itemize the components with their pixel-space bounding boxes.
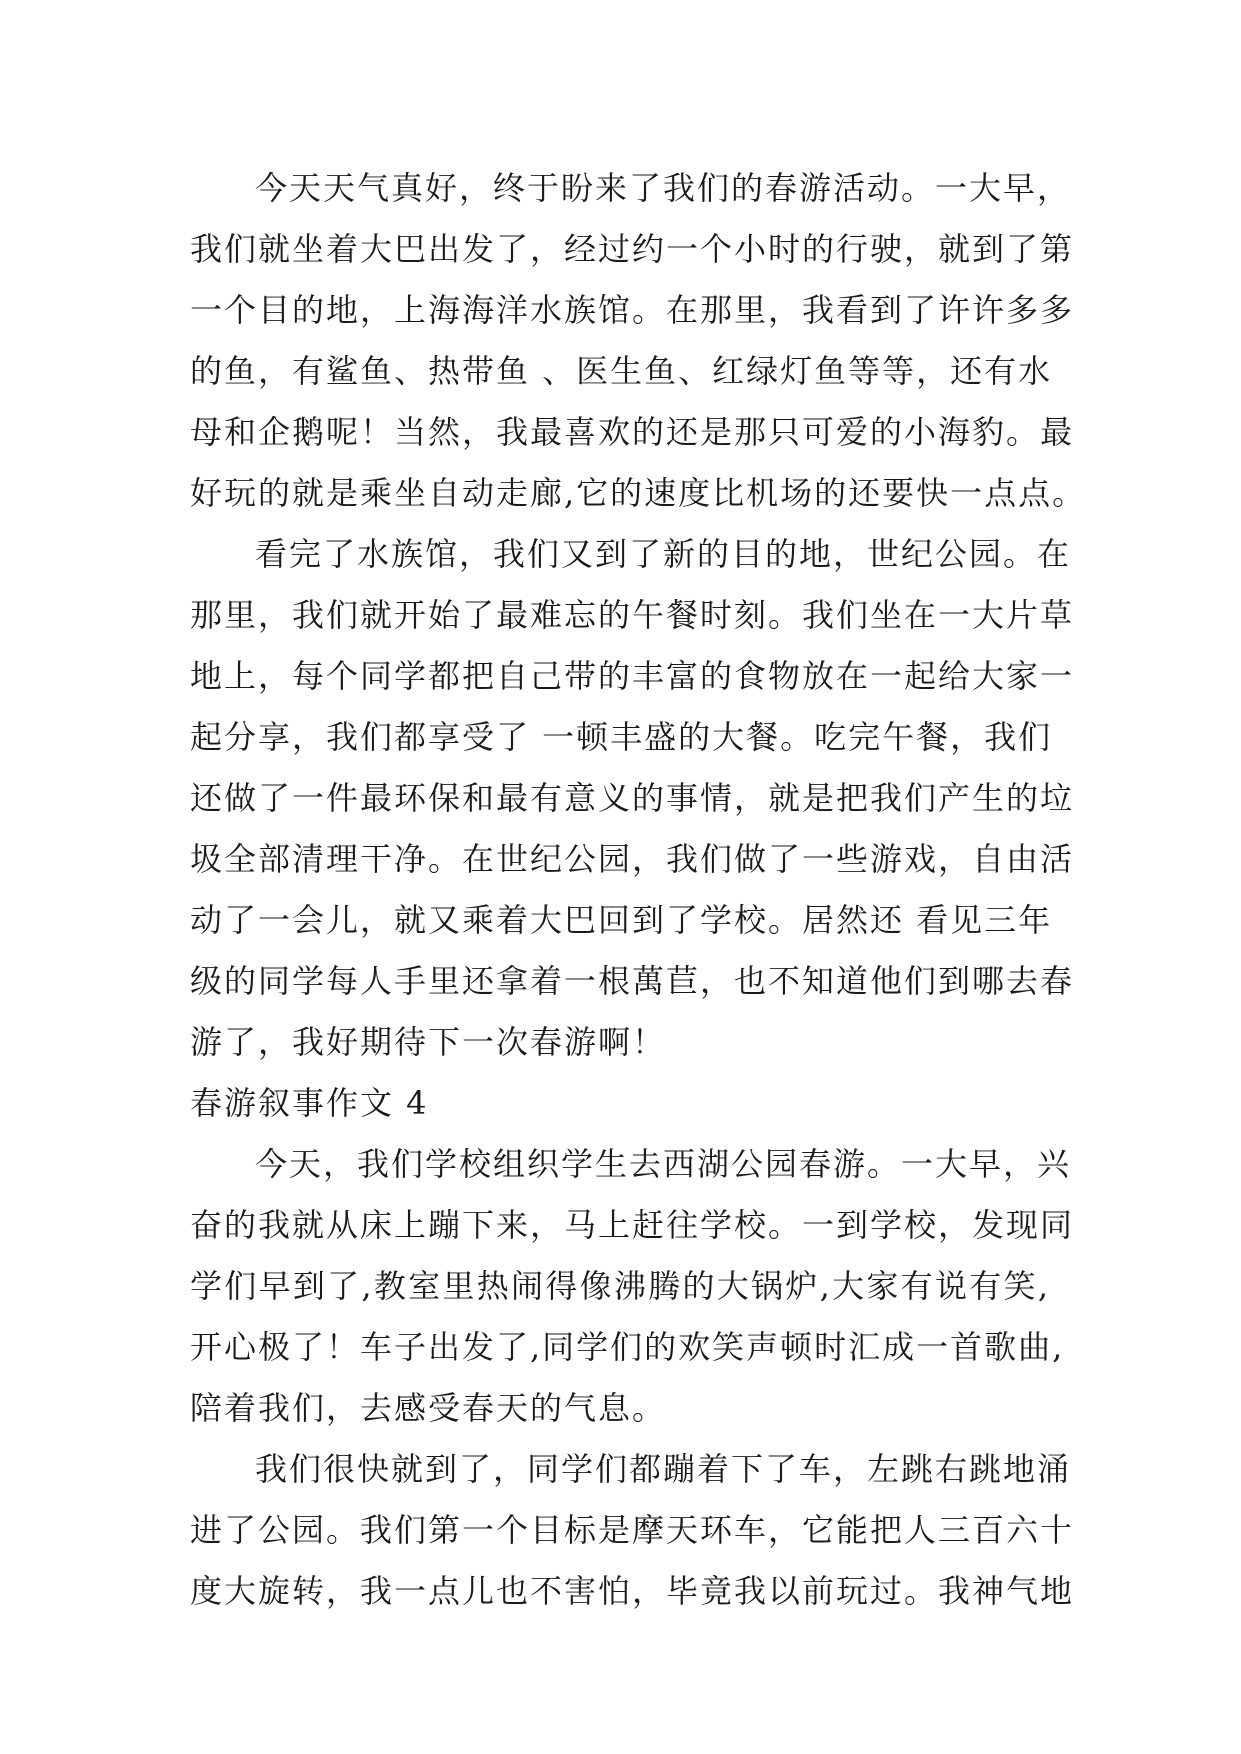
paragraph-3 — [190, 1134, 1075, 1439]
paragraph-line: 圾全部清理干净。在世纪公园，我们做了一些游戏，自由活 — [190, 840, 1075, 878]
paragraph-1 — [190, 158, 1087, 524]
paragraph-line: 学们早到了,教室里热闹得像沸腾的大锅炉,大家有说有笑, — [190, 1267, 1050, 1305]
paragraph-line: 起分享，我们都享受了 一顿丰盛的大餐。吃完午餐，我们 — [190, 718, 1053, 756]
paragraph-line: 看完了水族馆，我们又到了新的目的地，世纪公园。在 — [255, 535, 1072, 573]
paragraph-line: 开心极了！车子出发了,同学们的欢笑声顿时汇成一首歌曲, — [190, 1328, 1065, 1366]
paragraph-line: 我们就坐着大巴出发了，经过约一个小时的行驶，就到了第 — [190, 230, 1075, 268]
paragraph-line: 奋的我就从床上蹦下来，马上赶往学校。一到学校，发现同 — [190, 1206, 1075, 1244]
paragraph-line: 我们很快就到了，同学们都蹦着下了车，左跳右跳地涌 — [255, 1450, 1072, 1488]
paragraph-line: 度大旋转，我一点儿也不害怕，毕竟我以前玩过。我神气地 — [190, 1572, 1075, 1610]
paragraph-line: 陪着我们，去感受春天的气息。 — [190, 1389, 667, 1427]
paragraph-line: 今天天气真好，终于盼来了我们的春游活动。一大早， — [255, 169, 1072, 207]
paragraph-line: 还做了一件最环保和最有意义的事情，就是把我们产生的垃 — [190, 779, 1075, 817]
paragraph-line: 游了，我好期待下一次春游啊！ — [190, 1023, 667, 1061]
section-heading: 春游叙事作文 4 — [190, 1084, 429, 1122]
document-body — [190, 158, 1087, 1622]
paragraph-line: 母和企鹅呢！当然，我最喜欢的还是那只可爱的小海豹。最 — [190, 413, 1075, 451]
paragraph-line: 动了一会儿，就又乘着大巴回到了学校。居然还 看见三年 — [190, 901, 1053, 939]
paragraph-line: 进了公园。我们第一个目标是摩天环车，它能把人三百六十 — [190, 1511, 1075, 1549]
paragraph-line: 的鱼，有鲨鱼、热带鱼 、医生鱼、红绿灯鱼等等，还有水 — [190, 352, 1053, 390]
paragraph-line: 那里，我们就开始了最难忘的午餐时刻。我们坐在一大片草 — [190, 596, 1075, 634]
paragraph-line: 一个目的地，上海海洋水族馆。在那里，我看到了许许多多 — [190, 291, 1075, 329]
paragraph-4 — [190, 1439, 1075, 1622]
paragraph-line: 好玩的就是乘坐自动走廊,它的速度比机场的还要快一点点。 — [190, 474, 1087, 512]
paragraph-line: 地上，每个同学都把自己带的丰富的食物放在一起给大家一 — [190, 657, 1075, 695]
paragraph-line: 今天，我们学校组织学生去西湖公园春游。一大早，兴 — [255, 1145, 1072, 1183]
paragraph-2 — [190, 524, 1075, 1073]
paragraph-line: 级的同学每人手里还拿着一根萬苣，也不知道他们到哪去春 — [190, 962, 1075, 1000]
